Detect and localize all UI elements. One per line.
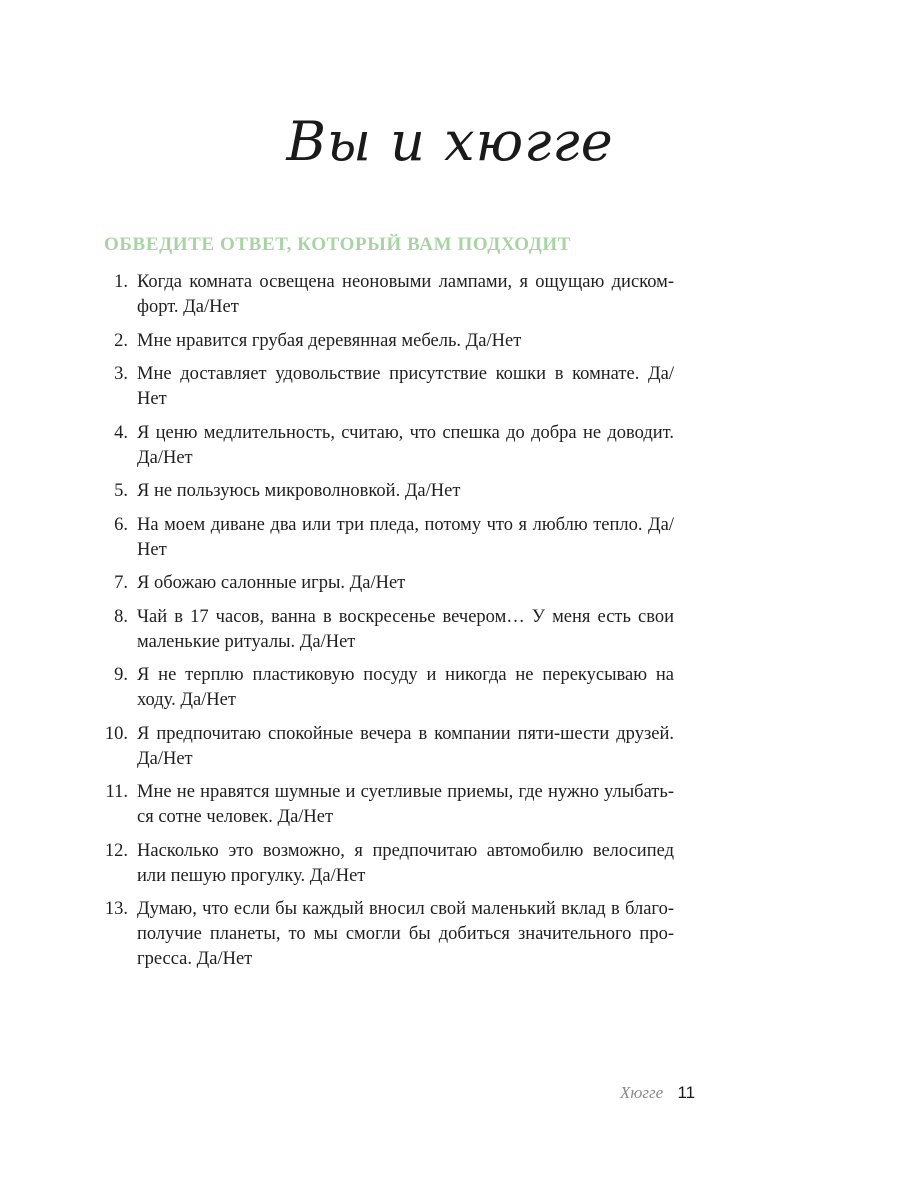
question-text: Я предпочитаю спокойные вечера в компании пяти-шести друзей. Да/Нет [137,723,674,769]
page-number: 11 [677,1083,696,1102]
question-text: Я не пользуюсь микроволновкой. Да/Нет [137,481,461,501]
question-item [104,722,674,772]
question-item [104,329,674,354]
question-item [104,663,674,713]
question-number: 12. [104,840,128,861]
question-text: На моем диване два или три пледа, потому что я люблю тепло. Да/Нет [137,514,674,560]
footer-book-title: Хюгге [620,1083,664,1102]
question-text: Думаю, что если бы каждый вносил свой маленький вклад в благополучие планеты, то мы смогли бы добиться значительного прогресса. Да/Нет [137,899,674,969]
question-text: Мне нравится грубая деревянная мебель. Да/Нет [137,330,522,351]
question-item [104,479,674,504]
question-text: Я не терплю пластиковую посуду и никогда не перекусываю на ходу. Да/Нет [137,665,674,710]
question-number: 10. [104,723,128,744]
question-number: 3. [114,364,128,384]
question-item [104,780,674,830]
question-item [104,571,674,596]
question-number: 9. [114,665,128,685]
question-text: Я обожаю салонные игры. Да/Нет [137,573,406,593]
question-number: 1. [114,272,128,292]
question-item [104,362,674,412]
page-title: Вы и хюгге [286,110,614,173]
question-number: 8. [114,606,128,627]
question-number: 2. [114,330,128,351]
question-text: Насколько это возможно, я предпочитаю автомобилю велосипед или пешую прогулку. Да/Нет [137,840,674,886]
question-number: 11. [105,782,128,802]
section-heading: ОБВЕДИТЕ ОТВЕТ, КОТОРЫЙ ВАМ ПОДХОДИТ [104,234,572,255]
question-item [104,839,674,889]
question-item [104,421,674,471]
question-item [104,513,674,563]
question-number: 7. [114,573,128,593]
question-list [104,270,674,981]
question-text: Мне доставляет удовольствие присутствие кошки в комнате. Да/Нет [137,364,674,409]
question-item [104,897,674,972]
question-item [104,270,674,320]
question-item [104,605,674,655]
question-text: Чай в 17 часов, ванна в воскресенье вечером… У меня есть свои маленькие ритуалы. Да/Нет [137,606,674,652]
page-footer [620,1083,695,1103]
question-number: 5. [114,481,128,501]
question-text: Когда комната освещена неоновыми лампами, я ощущаю дискомфорт. Да/Нет [137,272,674,317]
question-text: Мне не нравятся шумные и суетливые приемы, где нужно улыбаться сотне человек. Да/Нет [137,782,674,827]
question-text: Я ценю медлительность, считаю, что спешка до добра не доводит. Да/Нет [137,422,674,468]
question-number: 6. [114,514,128,535]
question-number: 13. [104,899,128,919]
question-number: 4. [114,422,128,443]
